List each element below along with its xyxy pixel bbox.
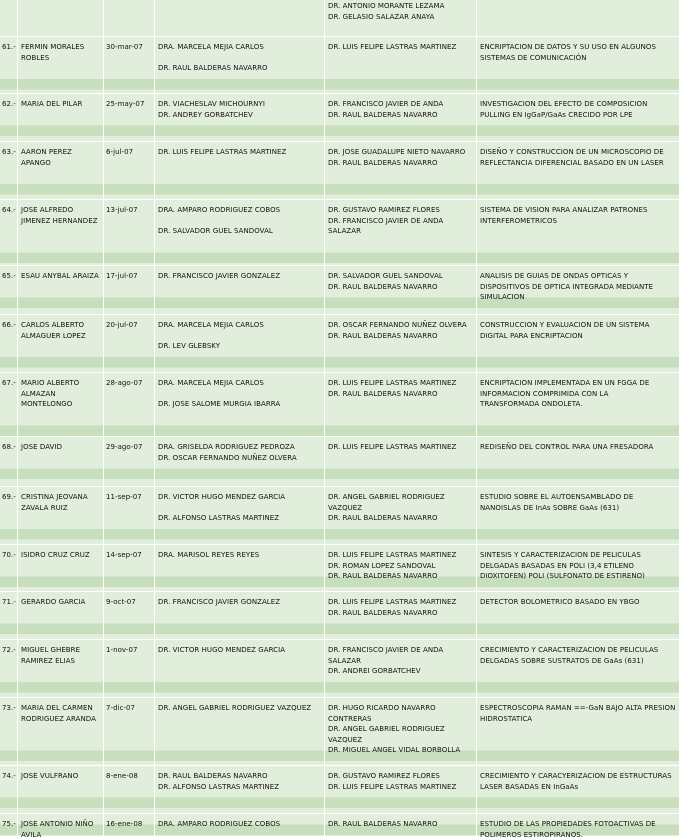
student-name: CARLOS ALBERTO [21, 321, 85, 329]
advisor-name: DR. ANDREY GORBATCHEV [158, 110, 253, 119]
advisor-name: DR. VICTOR HUGO MENDEZ GARCIA [158, 646, 286, 654]
advisor-name: DRA. MARCELA MEJIA CARLOS [158, 321, 264, 329]
advisor-name: DR. ALFONSO LASTRAS MARTINEZ [158, 514, 280, 522]
jury-member: SALAZAR [328, 227, 362, 235]
exam-date: 28-ago-07 [106, 379, 143, 387]
cell-student [18, 0, 104, 37]
student-name: FERMIN MORALES [21, 43, 85, 51]
student-name: MIGUEL GHEBRE [21, 646, 81, 654]
record-number: 74.- [2, 772, 16, 780]
thesis-title: DELGADAS SOBRE SUSTRATOS DE GaAs (631) [480, 656, 644, 665]
thesis-record [0, 200, 680, 266]
student-name: ESAU ANYBAL ARAIZA [21, 272, 99, 280]
record-number: 62.- [2, 100, 16, 108]
exam-date: 8-ene-08 [106, 772, 138, 780]
thesis-title: DELGADAS BASADAS EN POLI (3,4 ETILENO [480, 561, 634, 570]
thesis-record [0, 640, 680, 698]
thesis-record [0, 0, 680, 37]
thesis-title: HIDROSTATICA [480, 714, 533, 723]
exam-date: 1-nov-07 [106, 646, 138, 654]
advisor-name: DR. FRANCISCO JAVIER GONZALEZ [158, 272, 281, 280]
student-name: MARIA DEL PILAR [21, 100, 83, 108]
jury-member: DR. RAUL BALDERAS NAVARRO [328, 389, 438, 398]
thesis-record [0, 814, 680, 837]
jury-member: DR. HUGO RICARDO NAVARRO [328, 704, 436, 712]
record-number: 66.- [2, 321, 16, 329]
thesis-title: ESTUDIO SOBRE EL AUTOENSAMBLADO DE [480, 493, 634, 501]
jury-member: DR. ROMAN LOPEZ SANDOVAL [328, 561, 436, 570]
thesis-title: SISTEMA DE VISION PARA ANALIZAR PATRONES [480, 206, 648, 214]
jury-member: DR. SALVADOR GUEL SANDOVAL [328, 272, 443, 280]
student-name: JOSE VULFRANO [21, 772, 79, 780]
advisor-name: DR. SALVADOR GUEL SANDOVAL [158, 227, 273, 235]
advisor-name: DR. JOSE SALOME MURGIA IBARRA [158, 400, 281, 408]
thesis-title: DISEÑO Y CONSTRUCCION DE UN MICROSCOPIO DE [480, 148, 664, 156]
record-number: 70.- [2, 551, 16, 559]
jury-member: DR. ANDREI GORBATCHEV [328, 667, 421, 675]
jury-member: DR. LUIS FELIPE LASTRAS MARTINEZ [328, 379, 457, 387]
record-number: 63.- [2, 148, 16, 156]
thesis-title: SISTEMAS DE COMUNICACIÓN [480, 53, 587, 62]
advisor-name: DR. ALFONSO LASTRAS MARTINEZ [158, 782, 280, 791]
exam-date: 29-ago-07 [106, 443, 143, 451]
exam-date: 16-ene-08 [106, 820, 143, 828]
student-name: ZAVALA RUIZ [21, 503, 68, 512]
exam-date: 6-jul-07 [106, 148, 134, 156]
thesis-title: CRECIMIENTO Y CARACYERIZACION DE ESTRUCTURAS [480, 772, 672, 780]
student-name: JOSE DAVID [21, 443, 63, 451]
jury-member: DR. ANGEL GABRIEL RODRIGUEZ [328, 493, 445, 501]
student-name: RAMIREZ ELIAS [21, 656, 76, 665]
record-number: 75.- [2, 820, 16, 828]
thesis-title: SIMULACION [480, 293, 525, 301]
advisor-name: DR. OSCAR FERNANDO NUÑEZ OLVERA [158, 453, 297, 462]
jury-member: DR. RAUL BALDERAS NAVARRO [328, 110, 438, 119]
advisor-name: DRA. GRISELDA RODRIGUEZ PEDROZA [158, 443, 295, 451]
record-number: 68.- [2, 443, 16, 451]
record-number: 72.- [2, 646, 16, 654]
thesis-title: REDISEÑO DEL CONTROL PARA UNA FRESADORA [480, 443, 654, 451]
jury-member: DR. MIGUEL ANGEL VIDAL BORBOLLA [328, 746, 461, 754]
exam-date: 11-sep-07 [106, 493, 142, 501]
jury-member: VAZQUEZ [328, 503, 363, 512]
jury-member: SALAZAR [328, 656, 362, 665]
advisor-name: DR. RAUL BALDERAS NAVARRO [158, 772, 268, 780]
thesis-title: INFORMACION COMPRIMIDA CON LA [480, 389, 609, 398]
thesis-title: INVESTIGACION DEL EFECTO DE COMPOSICION [480, 100, 648, 108]
thesis-title: INTERFEROMETRICOS [480, 216, 558, 225]
student-name: ISIDRO CRUZ CRUZ [21, 551, 90, 559]
thesis-title: ESTUDIO DE LAS PROPIEDADES FOTOACTIVAS DE [480, 820, 656, 828]
thesis-title: DIOXITOFEN) POLI (SULFONATO DE ESTIRENO) [480, 572, 645, 580]
jury-member: DR. LUIS FELIPE LASTRAS MARTINEZ [328, 551, 457, 559]
jury-member: DR. LUIS FELIPE LASTRAS MARTINEZ [328, 43, 457, 51]
advisor-name: DRA. MARCELA MEJIA CARLOS [158, 43, 264, 51]
jury-member: DR. RAUL BALDERAS NAVARRO [328, 158, 438, 167]
thesis-title: DISPOSITIVOS DE OPTICA INTEGRADA MEDIANTE [480, 282, 654, 291]
thesis-record [0, 592, 680, 640]
student-name: MONTELONGO [21, 400, 73, 408]
student-name: RODRIGUEZ ARANDA [21, 714, 96, 723]
cell-date [104, 0, 155, 37]
thesis-title: NANOISLAS DE InAs SOBRE GaAs (631) [480, 503, 620, 512]
jury-member: DR. JOSE GUADALUPE NIETO NAVARRO [328, 148, 466, 156]
thesis-title: TRANSFORMADA ONDOLETA. [480, 400, 583, 408]
thesis-record [0, 766, 680, 814]
thesis-record [0, 373, 680, 437]
thesis-title: DETECTOR BOLOMETRICO BASADO EN YBGO [480, 598, 640, 606]
jury-member: DR. GUSTAVO RAMIREZ FLORES [328, 206, 440, 214]
thesis-record [0, 142, 680, 200]
jury-member: DR. RAUL BALDERAS NAVARRO [328, 331, 438, 340]
jury-member: DR. FRANCISCO JAVIER DE ANDA [328, 100, 444, 108]
exam-date: 14-sep-07 [106, 551, 142, 559]
student-name: MARIA DEL CARMEN [21, 704, 93, 712]
jury-member: DR. RAUL BALDERAS NAVARRO [328, 282, 438, 291]
record-number: 64.- [2, 206, 16, 214]
advisor-name: DR. FRANCISCO JAVIER GONZALEZ [158, 598, 281, 606]
thesis-title: ANALISIS DE GUIAS DE ONDAS OPTICAS Y [480, 272, 629, 280]
exam-date: 7-dic-07 [106, 704, 136, 712]
thesis-record [0, 437, 680, 487]
jury-member: DR. RAUL BALDERAS NAVARRO [328, 572, 438, 580]
advisor-name: DR. VIACHESLAV MICHOURNYI [158, 100, 265, 108]
jury-member: DR. OSCAR FERNANDO NUÑEZ OLVERA [328, 321, 467, 329]
jury-member: DR. ANGEL GABRIEL RODRIGUEZ [328, 725, 445, 733]
thesis-title: DIGITAL PARA ENCRIPTACION [480, 331, 583, 340]
thesis-title: POLIMEROS ESTIROPIRANOS. [480, 830, 584, 839]
thesis-record [0, 94, 680, 142]
exam-date: 9-oct-07 [106, 598, 136, 606]
jury-member: DR. RAUL BALDERAS NAVARRO [328, 514, 438, 522]
jury-member: DR. FRANCISCO JAVIER DE ANDA [328, 646, 444, 654]
jury-member: DR. RAUL BALDERAS NAVARRO [328, 820, 438, 828]
record-number: 65.- [2, 272, 16, 280]
advisor-name: DR. LEV GLEBSKY [158, 342, 221, 350]
advisor-name: DRA. MARCELA MEJIA CARLOS [158, 379, 264, 387]
student-name: JOSE ALFREDO [21, 206, 74, 214]
advisor-name: DRA. AMPARO RODRIGUEZ COBOS [158, 820, 281, 828]
advisor-name: DRA. AMPARO RODRIGUEZ COBOS [158, 206, 281, 214]
student-name: ALMAZAN [21, 389, 56, 398]
student-name: APANGO [21, 158, 51, 167]
advisor-name: DR. RAUL BALDERAS NAVARRO [158, 64, 268, 72]
student-name: MARIO ALBERTO [21, 379, 80, 387]
exam-date: 17-jul-07 [106, 272, 138, 280]
thesis-title: ENCRIPTACION DE DATOS Y SU USO EN ALGUNOS [480, 43, 656, 51]
student-name: AVILA [21, 830, 42, 839]
jury-member: CONTRERAS [328, 714, 372, 723]
student-name: CRISTINA JEOVANA [21, 493, 88, 501]
jury-member: DR. LUIS FELIPE LASTRAS MARTINEZ [328, 782, 457, 791]
thesis-record [0, 698, 680, 766]
advisor-name: DR. LUIS FELIPE LASTRAS MARTINEZ [158, 148, 287, 156]
jury-member: DR. GELASIO SALAZAR ANAYA [328, 12, 435, 21]
thesis-title: ESPECTROSCOPIA RAMAN ==-GaN BAJO ALTA PRESION [480, 704, 676, 712]
student-name: GERARDO GARCIA [21, 598, 86, 606]
thesis-record [0, 545, 680, 592]
student-name: ALMAGUER LOPEZ [21, 331, 86, 340]
thesis-record [0, 37, 680, 94]
exam-date: 30-mar-07 [106, 43, 143, 51]
record-number: 71.- [2, 598, 16, 606]
thesis-title: LASER BASADAS EN InGaAs [480, 782, 579, 791]
cell-advisors [155, 0, 325, 37]
jury-member: DR. FRANCISCO JAVIER DE ANDA [328, 216, 444, 225]
thesis-title: CRECIMIENTO Y CARACTERIZACION DE PELICULAS [480, 646, 659, 654]
jury-member: VAZQUEZ [328, 735, 363, 744]
record-number: 73.- [2, 704, 16, 712]
jury-member: DR. ANTONIO MORANTE LEZAMA [328, 2, 445, 10]
jury-member: DR. LUIS FELIPE LASTRAS MARTINEZ [328, 598, 457, 606]
thesis-title: REFLECTANCIA DIFERENCIAL BASADO EN UN LASER [480, 158, 664, 167]
advisor-name: DR. ANGEL GABRIEL RODRIGUEZ VAZQUEZ [158, 704, 312, 712]
record-number: 69.- [2, 493, 16, 501]
thesis-title: CONSTRUCCION Y EVALUACION DE UN SISTEMA [480, 321, 650, 329]
thesis-title: PULLING EN IgGaP/GaAs CRECIDO POR LPE [480, 110, 633, 119]
jury-member: DR. RAUL BALDERAS NAVARRO [328, 608, 438, 617]
student-name: JOSE ANTONIO NIÑO [21, 820, 94, 828]
thesis-record [0, 487, 680, 545]
advisor-name: DR. VICTOR HUGO MENDEZ GARCIA [158, 493, 286, 501]
thesis-record [0, 266, 680, 315]
student-name: ROBLES [21, 53, 50, 62]
thesis-record [0, 315, 680, 373]
student-name: JIMENEZ HERNANDEZ [21, 216, 98, 225]
record-number: 61.- [2, 43, 16, 51]
cell-title [477, 0, 680, 37]
student-name: AARON PEREZ [21, 148, 72, 156]
jury-member: DR. GUSTAVO RAMIREZ FLORES [328, 772, 440, 780]
cell-number [0, 0, 18, 37]
jury-member: DR. LUIS FELIPE LASTRAS MARTINEZ [328, 443, 457, 451]
exam-date: 13-jul-07 [106, 206, 138, 214]
advisor-name: DRA. MARISOL REYES REYES [158, 551, 260, 559]
thesis-title: ENCRIPTACION IMPLEMENTADA EN UN FGGA DE [480, 379, 650, 387]
record-number: 67.- [2, 379, 16, 387]
exam-date: 25-may-07 [106, 100, 145, 108]
exam-date: 20-jul-07 [106, 321, 138, 329]
thesis-title: SINTESIS Y CARACTERIZACION DE PELICULAS [480, 551, 641, 559]
